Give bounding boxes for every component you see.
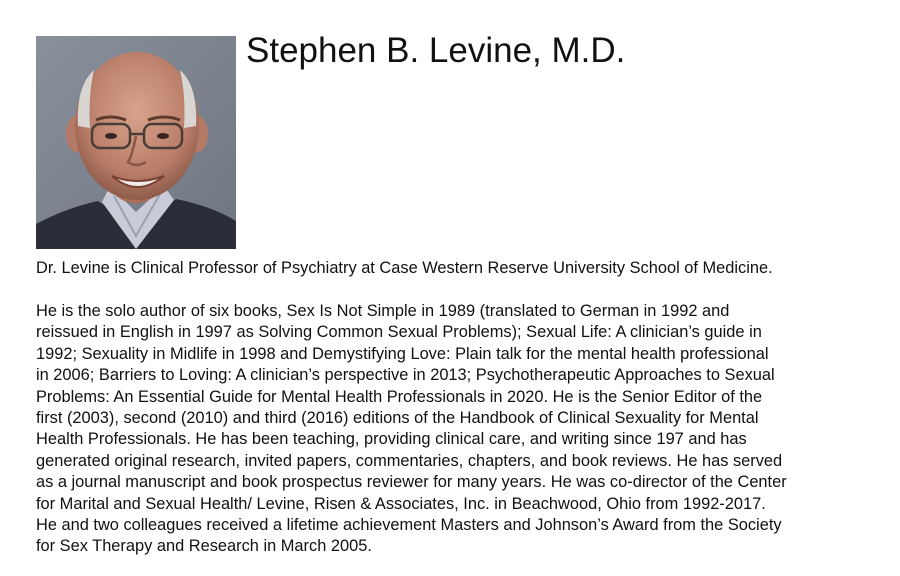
bio-line: for Marital and Sexual Health/ Levine, Risen & Associates, Inc. in Beachwood, Ohio from 1992-2017.: [36, 494, 766, 513]
portrait-photo: [36, 36, 236, 249]
bio-line: as a journal manuscript and book prospectus reviewer for many years. He was co-director of the Center: [36, 473, 787, 492]
bio-line: reissued in English in 1997 as Solving Common Sexual Problems); Sexual Life: A clinician’s guide in: [36, 323, 762, 342]
portrait-illustration: [36, 36, 236, 249]
bio-line: Problems: An Essential Guide for Mental Health Professionals in 2020. He is the Senior Editor of the: [36, 387, 763, 406]
bio-line: in 2006; Barriers to Loving: A clinician’s perspective in 2013; Psychotherapeutic Approaches to Sexual: [36, 366, 775, 385]
bio-line: He is the solo author of six books, Sex Is Not Simple in 1989 (translated to German in 1992 and: [36, 302, 730, 320]
intro-paragraph: Dr. Levine is Clinical Professor of Psychiatry at Case Western Reserve University School of Medicine.: [36, 259, 773, 277]
bio-line: generated original research, invited papers, commentaries, chapters, and book reviews. He has served: [36, 451, 783, 470]
bio-line: 1992; Sexuality in Midlife in 1998 and Demystifying Love: Plain talk for the mental health professional: [36, 344, 769, 363]
bio-line: for Sex Therapy and Research in March 2005.: [36, 537, 372, 556]
bio-line: first (2003), second (2010) and third (2016) editions of the Handbook of Clinical Sexuality for Mental: [36, 409, 759, 428]
bio-line: He and two colleagues received a lifetime achievement Masters and Johnson’s Award from the Society: [36, 516, 782, 535]
bio-paragraph: [36, 301, 886, 558]
bio-line: Health Professionals. He has been teaching, providing clinical care, and writing since 197 and has: [36, 430, 747, 449]
person-name: Stephen B. Levine, M.D.: [246, 31, 626, 70]
